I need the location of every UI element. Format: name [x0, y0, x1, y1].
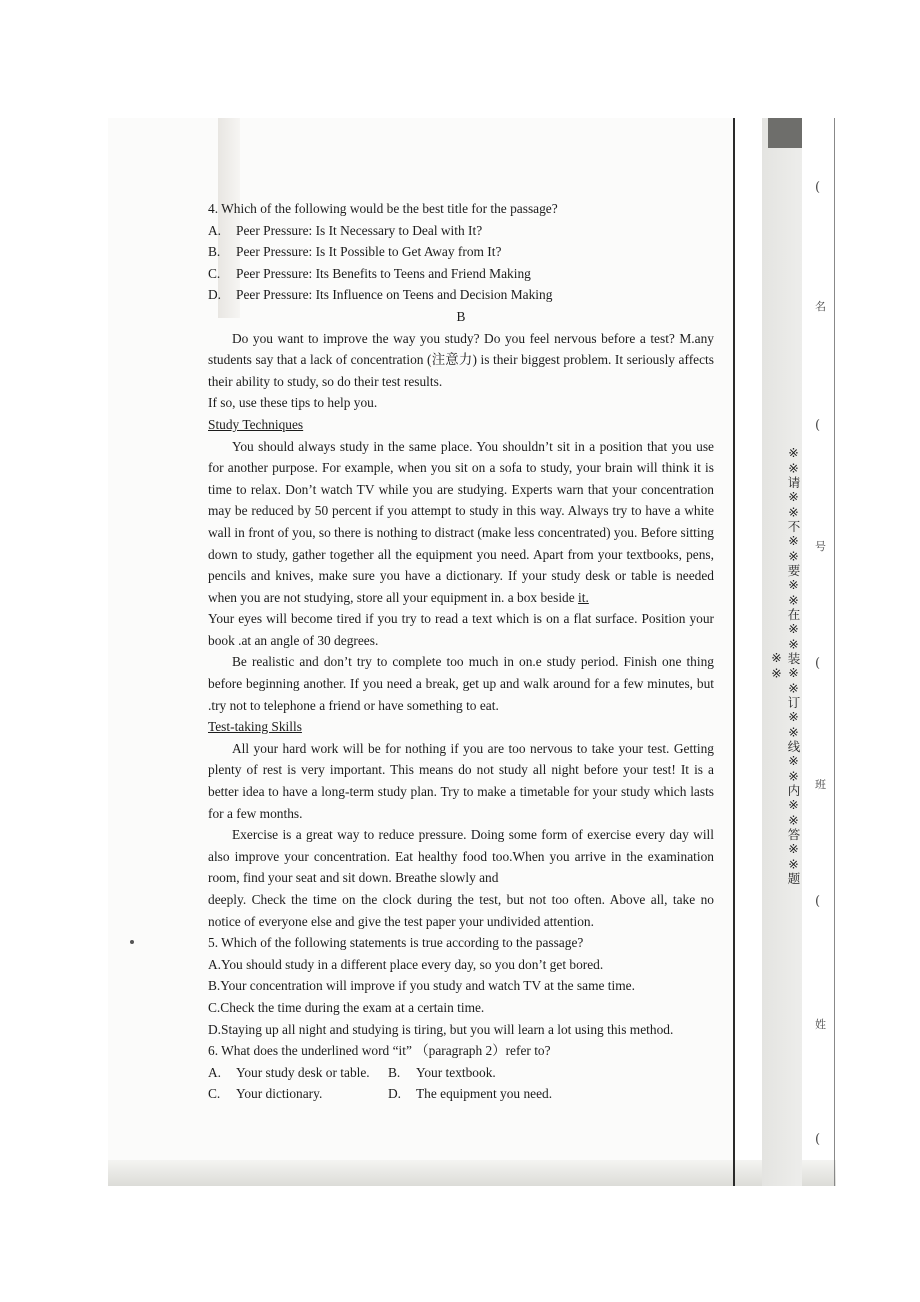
question-6-option-a[interactable]: A. Your study desk or table. — [208, 1064, 370, 1080]
question-5-stem: 5. Which of the following statements is true according to the passage? — [208, 935, 584, 951]
paragraph-3: Be realistic and don’t try to complete too much in on.e study period. Finish one thing before beginning another. If you need a break, get up and walk around for a few minutes, but .try not to telephone a friend or have something to eat. — [208, 654, 714, 713]
question-5-option-c[interactable]: C.Check the time during the exam at a certain time. — [208, 999, 485, 1015]
question-4 — [208, 198, 714, 306]
question-4-stem: 4. Which of the following would be the best title for the passage? — [208, 201, 558, 216]
margin-mark-1: ( — [815, 180, 821, 195]
passage-b — [208, 306, 714, 932]
question-5-option-a[interactable]: A.You should study in a different place every day, so you don’t get bored. — [208, 956, 604, 972]
binding-line-left — [733, 118, 735, 1186]
paragraph-5: Exercise is a great way to reduce pressure. Doing some form of exercise every day will also improve your concentration. Eat healthy food too.When you arrive in the examination room, find your seat and sit down. Breathe slowly and — [208, 827, 714, 886]
question-6-stem: 6. What does the underlined word “it” （paragraph 2）refer to? — [208, 1043, 551, 1059]
question-4-option-a[interactable]: A. Peer Pressure: Is It Necessary to Deal with It? — [208, 222, 483, 238]
question-6 — [208, 1040, 714, 1105]
paragraph-6: deeply. Check the time on the clock during the test, but not too often. Above all, take no notice of everyone else and give the test paper your undivided attention. — [208, 892, 714, 929]
exam-content — [208, 198, 714, 1105]
margin-mark-8: 姓 — [815, 1018, 826, 1031]
underlined-word-it: it. — [578, 589, 589, 605]
passage-intro: Do you want to improve the way you study? Do you feel nervous before a test? M.any students say that a lack of concentration (注意力) is their biggest problem. It seriously affects their ability to study, so do their test results. — [208, 330, 714, 389]
question-6-option-d[interactable]: D. The equipment you need. — [388, 1086, 553, 1102]
question-4-option-c[interactable]: C. Peer Pressure: Its Benefits to Teens and Friend Making — [208, 265, 531, 281]
heading-test-taking-skills: Test-taking Skills — [208, 719, 302, 735]
margin-mark-9: ( — [815, 1132, 821, 1147]
margin-mark-4: 号 — [815, 540, 826, 553]
question-5 — [208, 932, 714, 1040]
heading-study-techniques: Study Techniques — [208, 416, 304, 432]
margin-mark-6: 班 — [815, 778, 826, 791]
scan-bottom-band — [108, 1160, 836, 1186]
binding-line-right — [834, 118, 835, 1186]
question-4-option-d[interactable]: D. Peer Pressure: Its Influence on Teens and Decision Making — [208, 287, 553, 303]
paragraph-2: Your eyes will become tired if you try to read a text which is on a flat surface. Position your book .at an angle of 30 degrees. — [208, 611, 714, 648]
binding-notice: ※※请※※不※※要※※在※※装※※订※※线※※内※※答※※题※※ — [769, 445, 801, 885]
question-6-option-b[interactable]: B. Your textbook. — [388, 1064, 496, 1080]
passage-label: B — [456, 308, 466, 324]
question-5-option-b[interactable]: B.Your concentration will improve if you study and watch TV at the same time. — [208, 978, 635, 994]
margin-mark-2: 名 — [815, 300, 826, 313]
binding-strip-cap — [768, 118, 802, 148]
passage-intro-2: If so, use these tips to help you. — [208, 395, 378, 411]
margin-mark-3: ( — [815, 418, 821, 433]
question-6-options-row-2 — [208, 1083, 714, 1105]
margin-mark-7: ( — [815, 894, 821, 909]
question-6-option-c[interactable]: C. Your dictionary. — [208, 1086, 323, 1102]
paragraph-1: You should always study in the same place. You shouldn’t sit in a position that you use for another purpose. For example, when you sit on a sofa to study, your brain will think it is time to relax. Don’t watch TV while you are studying. Experts warn that your concentration may be reduced by 50 percent if you attempt to study in this way. Always try to have a white wall in front of you, so there is nothing to distract (make less concentrated) you. Before sitting down to study, gather together all the equipment you need. Apart from your textbooks, pens, pencils and knives, make sure you have a dictionary. If your study desk or table is needed when you are not studying, store all your equipment in. a box beside it. — [208, 438, 714, 605]
paragraph-4: All your hard work will be for nothing if you are too nervous to take your test. Getting plenty of rest is very important. This means do not study all night before your test! It is a better idea to have a long-term study plan. Try to make a timetable for your study which lasts for a few months. — [208, 740, 714, 821]
scan-speck — [130, 940, 134, 944]
question-5-option-d[interactable]: D.Staying up all night and studying is tiring, but you will learn a lot using this method. — [208, 1021, 674, 1037]
margin-mark-5: ( — [815, 656, 821, 671]
question-6-options-row-1 — [208, 1062, 714, 1084]
question-4-option-b[interactable]: B. Peer Pressure: Is It Possible to Get Away from It? — [208, 244, 502, 260]
